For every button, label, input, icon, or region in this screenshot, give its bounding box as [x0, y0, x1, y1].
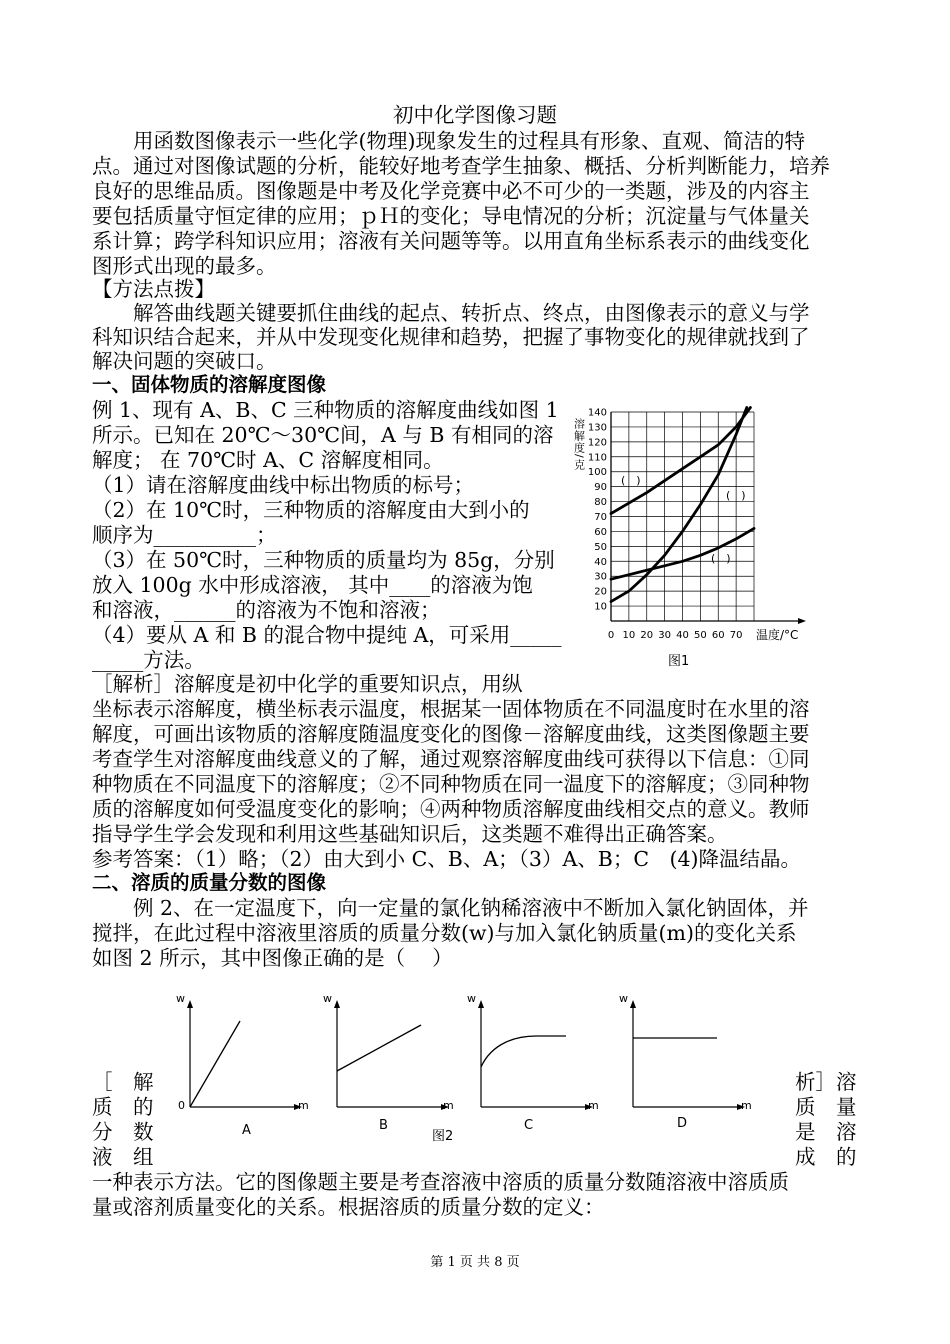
example2-line: 如图 2 所示，其中图像正确的是（ ） — [92, 946, 453, 970]
method-line: 科知识结合起来，并从中发现变化规律和趋势，把握了事物变化的规律就找到了 — [92, 325, 810, 349]
x-tick-label: 20 — [640, 630, 654, 641]
intro-line: 要包括质量守恒定律的应用；ｐＨ的变化；导电情况的分析；沉淀量与气体量关 — [92, 204, 810, 228]
y-tick-label: 100 — [587, 467, 607, 479]
example1-line: 和溶液，______的溶液为不饱和溶液； — [92, 598, 441, 622]
example1-line: （1）请在溶解度曲线中标出物质的标号； — [92, 473, 475, 497]
example2-line: 搅拌，在此过程中溶液里溶质的质量分数(w)与加入氯化钠质量(m)的变化关系 — [92, 921, 797, 945]
x-tick-label: 30 — [658, 630, 671, 641]
mass-fraction-charts — [160, 985, 770, 1145]
origin-label: 0 — [178, 1099, 185, 1112]
x-arrow-icon — [798, 618, 806, 624]
analysis1-line: 解度，可画出该物质的溶解度随温度变化的图像－溶解度曲线，这类图像题主要 — [92, 722, 810, 746]
method-heading: 【方法点拨】 — [92, 277, 215, 301]
analysis1-line: 质的溶解度如何受温度变化的影响；④两种物质溶解度曲线相交点的意义。教师 — [92, 797, 810, 821]
y-axis-label: 溶解度/克 — [572, 418, 586, 471]
example1-line: 所示。已知在 20℃～30℃间，A 与 B 有相同的溶 — [92, 423, 554, 447]
example1-line: _____方法。 — [92, 648, 205, 672]
panel-label: C — [524, 1118, 534, 1133]
method-line: 解决问题的突破口。 — [92, 349, 277, 373]
m-label: m — [443, 1099, 454, 1112]
y-tick-label: 20 — [594, 586, 607, 598]
x-tick-label: 70 — [729, 630, 743, 641]
blank-label: ( ) — [621, 474, 641, 487]
analysis2-line: 量或溶剂质量变化的关系。根据溶质的质量分数的定义： — [92, 1195, 605, 1219]
panel-a — [176, 992, 309, 1138]
y-tick-label: 50 — [594, 541, 607, 553]
w-label: w — [467, 992, 476, 1005]
example1-line: （2）在 10℃时，三种物质的溶解度由大到小的 — [92, 498, 530, 522]
panel-d — [619, 992, 752, 1131]
analysis2-fragment: 析］溶 — [795, 1070, 857, 1094]
analysis2-fragment: 成 的 — [795, 1145, 857, 1169]
solubility-chart — [565, 400, 815, 672]
intro-line: 系计算；跨学科知识应用；溶液有关问题等等。以用直角坐标系表示的曲线变化 — [92, 229, 810, 253]
analysis1-line: 坐标表示溶解度，横坐标表示温度，根据某一固体物质在不同温度时在水里的溶 — [92, 697, 810, 721]
analysis2-fragment: 是 溶 — [795, 1120, 857, 1144]
y-tick-label: 40 — [594, 556, 607, 568]
y-tick-label: 120 — [587, 437, 607, 449]
y-tick-label: 90 — [594, 482, 607, 494]
m-label: m — [588, 1099, 599, 1112]
m-label: m — [298, 1099, 309, 1112]
panel-label: A — [242, 1123, 251, 1138]
y-tick-label: 60 — [594, 526, 607, 538]
y-tick-label: 130 — [587, 422, 607, 434]
analysis2-fragment: 质 量 — [795, 1095, 857, 1119]
intro-line: 用函数图像表示一些化学(物理)现象发生的过程具有形象、直观、简洁的特 — [92, 129, 805, 153]
panel-label: D — [677, 1116, 688, 1131]
example1-line: 例 1、现有 A、B、C 三种物质的溶解度曲线如图 1 — [92, 398, 559, 422]
intro-line: 点。通过对图像试题的分析，能较好地考查学生抽象、概括、分析判断能力，培养 — [92, 154, 830, 178]
example1-line: 放入 100g 水中形成溶液， 其中____的溶液为饱 — [92, 573, 533, 597]
w-label: w — [323, 992, 332, 1005]
x-tick-label: 60 — [711, 630, 725, 641]
figure2-caption: 图2 — [432, 1129, 454, 1144]
y-tick-label: 10 — [594, 601, 607, 613]
x-tick-label: 10 — [622, 630, 636, 641]
answer-line: 参考答案：（1）略；（2）由大到小 C、B、A；（3）A、B；C (4)降温结晶。 — [92, 847, 802, 871]
panel-b — [323, 992, 454, 1133]
intro-line: 良好的思维品质。图像题是中考及化学竞赛中必不可少的一类题，涉及的内容主 — [92, 179, 810, 203]
w-label: w — [619, 992, 628, 1005]
curve — [481, 1036, 566, 1067]
blank-label: ( ) — [711, 552, 731, 565]
y-arrow-icon — [478, 1000, 484, 1008]
method-line: 解答曲线题关键要抓住曲线的起点、转折点、终点，由图像表示的意义与学 — [92, 301, 810, 325]
y-tick-label: 110 — [587, 452, 607, 464]
y-tick-label: 80 — [594, 497, 607, 509]
analysis1-line: 考查学生对溶解度曲线意义的了解，通过观察溶解度曲线可获得以下信息：①同 — [92, 747, 810, 771]
section1-heading: 一、固体物质的溶解度图像 — [92, 373, 327, 396]
x-axis-label: 温度/°C — [756, 628, 799, 642]
analysis2-fragment: 分 数 — [92, 1120, 154, 1144]
curve — [190, 1021, 240, 1107]
analysis2-fragment: ［ 解 — [92, 1070, 154, 1094]
w-label: w — [176, 992, 185, 1005]
y-tick-label: 70 — [594, 512, 607, 523]
example1-line: 解度； 在 70℃时 A、C 溶解度相同。 — [92, 448, 444, 472]
example1-line: 顺序为__________； — [92, 523, 277, 547]
panel-label: B — [379, 1118, 388, 1133]
y-arrow-icon — [630, 1000, 636, 1008]
x-tick-labels — [608, 630, 743, 641]
figure1-caption: 图1 — [668, 654, 690, 669]
x-tick-label: 50 — [694, 630, 707, 641]
y-arrow-icon — [187, 1000, 193, 1008]
blank-label: ( ) — [726, 489, 746, 502]
analysis2-line: 一种表示方法。它的图像题主要是考查溶液中溶质的质量分数随溶液中溶质质 — [92, 1170, 789, 1194]
example1-line: （3）在 50℃时，三种物质的质量均为 85g，分别 — [92, 548, 555, 572]
intro-line: 图形式出现的最多。 — [92, 254, 277, 278]
curve — [337, 1025, 421, 1071]
section2-heading: 二、溶质的质量分数的图像 — [92, 871, 327, 894]
analysis2-fragment: 质 的 — [92, 1095, 154, 1119]
y-tick-labels — [588, 408, 607, 613]
y-tick-label: 30 — [594, 571, 607, 583]
page-footer: 第 1 页 共 8 页 — [430, 1255, 520, 1270]
y-tick-label: 140 — [587, 407, 607, 419]
y-arrow-icon — [334, 1000, 340, 1008]
m-label: m — [741, 1099, 752, 1112]
analysis1-line: 指导学生学会发现和利用这些基础知识后，这类题不难得出正确答案。 — [92, 822, 728, 846]
example1-line: （4）要从 A 和 B 的混合物中提纯 A，可采用_____ — [92, 623, 562, 647]
panel-c — [467, 992, 599, 1133]
analysis2-fragment: 液 组 — [92, 1145, 154, 1169]
chart-grid — [611, 412, 806, 624]
page-title: 初中化学图像习题 — [393, 103, 557, 127]
x-tick-label: 0 — [607, 630, 615, 641]
x-tick-label: 40 — [676, 630, 689, 641]
analysis1-line: ［解析］溶解度是初中化学的重要知识点，用纵 — [92, 672, 523, 696]
example2-line: 例 2、在一定温度下，向一定量的氯化钠稀溶液中不断加入氯化钠固体，并 — [92, 896, 809, 920]
analysis1-line: 种物质在不同温度下的溶解度；②不同种物质在同一温度下的溶解度；③同种物 — [92, 772, 810, 796]
